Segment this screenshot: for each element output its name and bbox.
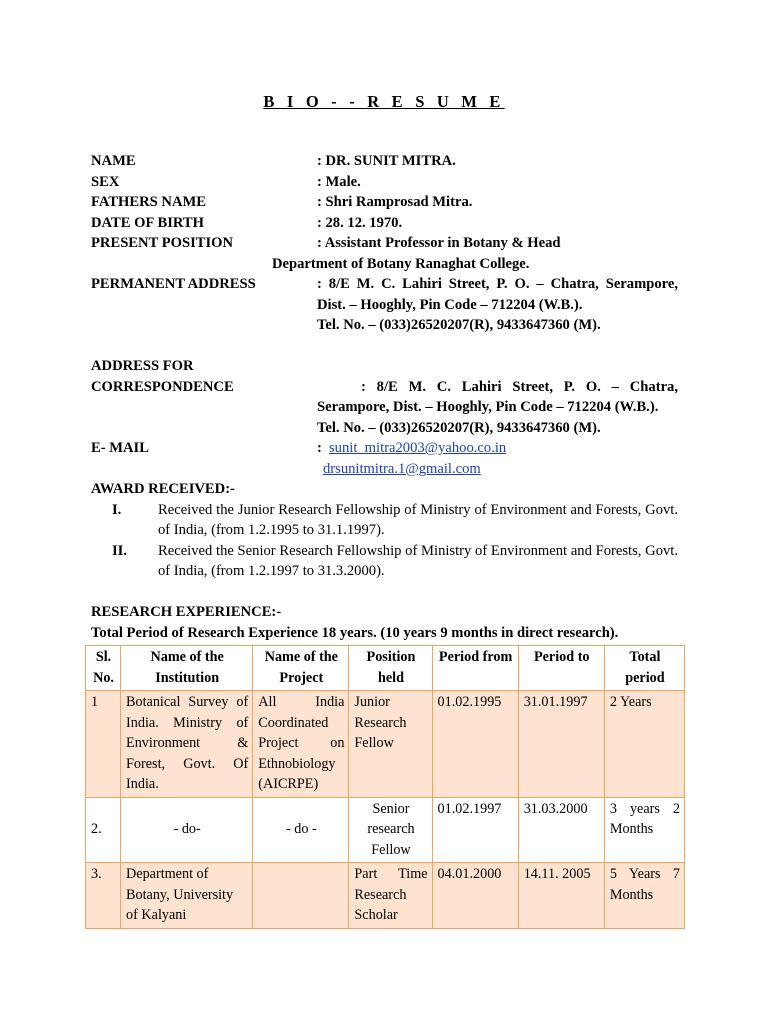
award-text: Received the Senior Research Fellowship of Ministry of Environment and Forests, Govt. of India, (from 1.2.1997 to 31.3.2000). xyxy=(158,542,678,579)
corr-label-line2: CORRESPONDENCE xyxy=(91,378,234,395)
cell-period-from: 04.01.2000 xyxy=(432,863,518,929)
cell-institution: Botanical Survey of India. Ministry of Environment & Forest, Govt. Of India. xyxy=(121,691,253,798)
corr-address-line3: Tel. No. – (033)26520207(R), 9433647360 (M). xyxy=(317,419,601,436)
cell-project xyxy=(253,863,349,929)
position-value: : Assistant Professor in Botany & Head xyxy=(317,235,561,251)
award-number: II. xyxy=(112,542,128,559)
corr-label-line1: ADDRESS FOR xyxy=(91,358,194,374)
cell-project: - do - xyxy=(253,797,349,863)
email-link-2[interactable]: drsunitmitra.1@gmail.com xyxy=(323,460,481,477)
spacer xyxy=(91,336,678,357)
corr-address-line1: : 8/E M. C. Lahiri Street, P. O. – Chatra, xyxy=(361,378,678,395)
position-row xyxy=(91,233,678,254)
position-dept-row xyxy=(91,254,678,275)
cell-period-from: 01.02.1997 xyxy=(432,797,518,863)
dob-row xyxy=(91,213,678,234)
cell-period-to: 14.11. 2005 xyxy=(518,863,604,929)
position-department: Department of Botany Ranaghat College. xyxy=(272,255,530,272)
perm-address-line1: : 8/E M. C. Lahiri Street, P. O. – Chatra, Serampore, xyxy=(317,276,678,292)
col-header-position: Position held xyxy=(349,646,432,691)
col-header-period-from: Period from xyxy=(432,646,518,691)
cell-total-period: 3 years 2 Months xyxy=(604,797,684,863)
research-summary: Total Period of Research Experience 18 years. (10 years 9 months in direct research). xyxy=(91,624,619,641)
father-label: FATHERS NAME xyxy=(91,194,206,210)
email-label: E- MAIL xyxy=(91,440,149,456)
personal-details xyxy=(91,151,678,643)
perm-address-line2: Dist. – Hooghly, Pin Code – 712204 (W.B.). xyxy=(317,296,583,313)
corr-address-row xyxy=(91,377,678,398)
col-header-period-to: Period to xyxy=(518,646,604,691)
father-row xyxy=(91,192,678,213)
email-link-1[interactable]: sunit_mitra2003@yahoo.co.in xyxy=(329,440,507,456)
col-header-institution: Name of the Institution xyxy=(121,646,253,691)
cell-period-from: 01.02.1995 xyxy=(432,691,518,798)
spacer xyxy=(91,582,678,603)
cell-sl: 1 xyxy=(86,691,121,798)
award-item xyxy=(91,500,678,541)
cell-institution: - do- xyxy=(121,797,253,863)
cell-sl: 2. xyxy=(86,797,121,863)
email-row xyxy=(91,438,678,459)
perm-address-row2 xyxy=(91,295,678,316)
position-label: PRESENT POSITION xyxy=(91,235,234,251)
table-row xyxy=(86,863,685,929)
dob-value: : 28. 12. 1970. xyxy=(317,214,403,231)
page-title: B I O - - R E S U M E xyxy=(263,92,505,111)
cell-position: Part Time Research Scholar xyxy=(349,863,432,929)
sex-row xyxy=(91,172,678,193)
sex-label: SEX xyxy=(91,173,120,190)
corr-address-row3 xyxy=(91,418,678,439)
award-number: I. xyxy=(112,501,122,518)
name-label: NAME xyxy=(91,153,136,169)
award-item xyxy=(91,541,678,582)
table-header-row xyxy=(86,646,685,691)
cell-sl: 3. xyxy=(86,863,121,929)
col-header-project: Name of the Project xyxy=(253,646,349,691)
sex-value: : Male. xyxy=(317,173,361,190)
father-value: : Shri Ramprosad Mitra. xyxy=(317,194,473,210)
corr-label-row xyxy=(91,356,678,377)
cell-position: Senior research Fellow xyxy=(349,797,432,863)
col-header-total-period: Total period xyxy=(604,646,684,691)
dob-label: DATE OF BIRTH xyxy=(91,214,205,231)
cell-total-period: 2 Years xyxy=(604,691,684,798)
award-text: Received the Junior Research Fellowship of Ministry of Environment and Forests, Govt. of India, (from 1.2.1995 to 31.1.1997). xyxy=(158,501,678,538)
cell-total-period: 5 Years 7 Months xyxy=(604,863,684,929)
perm-address-row xyxy=(91,274,678,295)
corr-address-line2: Serampore, Dist. – Hooghly, Pin Code – 712204 (W.B.). xyxy=(317,399,659,415)
email-row2 xyxy=(91,459,678,480)
cell-institution: Department of Botany, University of Kalyani xyxy=(121,863,253,929)
email-colon: : xyxy=(317,440,322,456)
perm-address-line3: Tel. No. – (033)26520207(R), 9433647360 (M). xyxy=(317,317,601,333)
perm-address-label: PERMANENT ADDRESS xyxy=(91,276,256,292)
name-value: : DR. SUNIT MITRA. xyxy=(317,153,456,169)
awards-heading: AWARD RECEIVED:- xyxy=(91,481,235,497)
table-row xyxy=(86,691,685,798)
cell-project: All India Coordinated Project on Ethnobiology (AICRPE) xyxy=(253,691,349,798)
corr-address-row2 xyxy=(91,397,678,418)
cell-period-to: 31.01.1997 xyxy=(518,691,604,798)
name-row xyxy=(91,151,678,172)
research-experience-table xyxy=(85,645,685,929)
col-header-sl: Sl. No. xyxy=(86,646,121,691)
research-heading: RESEARCH EXPERIENCE:- xyxy=(91,604,282,620)
perm-address-row3 xyxy=(91,315,678,336)
cell-position: Junior Research Fellow xyxy=(349,691,432,798)
cell-period-to: 31.03.2000 xyxy=(518,797,604,863)
table-row xyxy=(86,797,685,863)
